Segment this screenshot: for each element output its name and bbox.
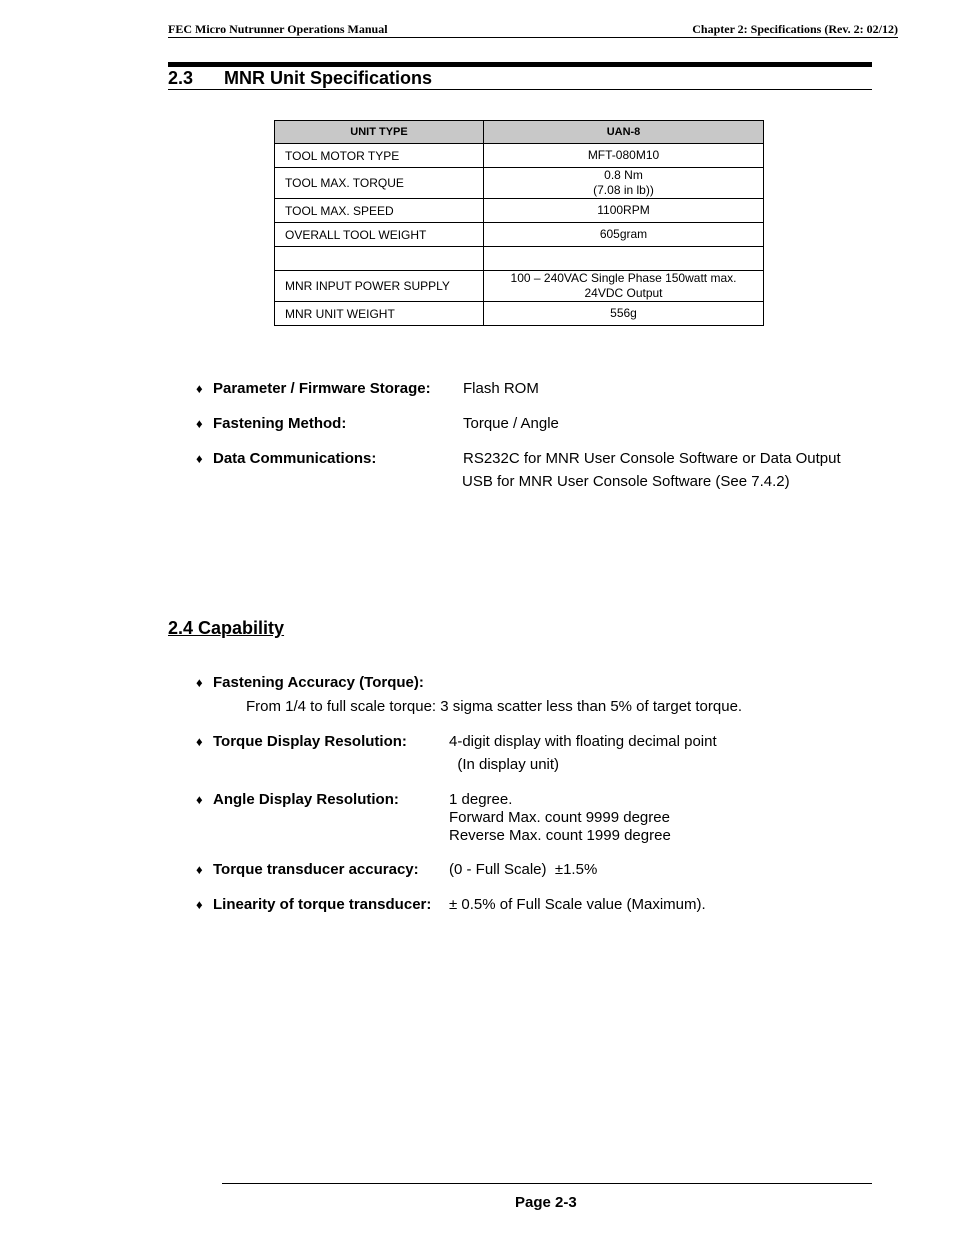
bullet-torque-display-resolution — [196, 733, 407, 750]
bullet-fastening-accuracy — [196, 674, 424, 691]
bullet-diamond-icon: ♦ — [196, 792, 203, 807]
bullet-diamond-icon: ♦ — [196, 451, 203, 466]
spec-value-line: 556g — [610, 306, 637, 320]
spec-value — [484, 168, 764, 199]
table-row — [275, 168, 764, 199]
section-rule-thin — [168, 89, 872, 90]
spec-label: TOOL MAX. SPEED — [275, 199, 484, 223]
bullet-angle-display-resolution — [196, 791, 399, 808]
bullet-label: Torque transducer accuracy: — [213, 861, 419, 878]
bullet-diamond-icon: ♦ — [196, 734, 203, 749]
spec-header-model: UAN-8 — [484, 121, 764, 144]
section-2-3-heading — [168, 68, 432, 89]
bullet-diamond-icon: ♦ — [196, 862, 203, 877]
bullet-diamond-icon: ♦ — [196, 675, 203, 690]
linearity-value: ± 0.5% of Full Scale value (Maximum). — [449, 896, 706, 913]
table-row — [275, 199, 764, 223]
table-row — [275, 271, 764, 302]
spec-table — [274, 120, 764, 326]
table-row — [275, 302, 764, 326]
page-number: Page 2-3 — [515, 1194, 577, 1211]
spec-value — [484, 247, 764, 271]
spec-value — [484, 223, 764, 247]
spec-value-line: 100 – 240VAC Single Phase 150watt max. — [510, 271, 737, 285]
spec-value-line: 24VDC Output — [584, 286, 663, 300]
table-row — [275, 144, 764, 168]
header-chapter: Chapter 2: Specifications (Rev. 2: 02/12) — [692, 22, 898, 36]
spec-label: TOOL MOTOR TYPE — [275, 144, 484, 168]
spec-label: TOOL MAX. TORQUE — [275, 168, 484, 199]
spec-value — [484, 271, 764, 302]
bullet-label: Angle Display Resolution: — [213, 791, 399, 808]
torque-transducer-accuracy-value: (0 - Full Scale) ±1.5% — [449, 861, 598, 878]
spec-value — [484, 302, 764, 326]
spec-label: OVERALL TOOL WEIGHT — [275, 223, 484, 247]
torque-display-resolution-value-2: (In display unit) — [449, 756, 560, 773]
spec-label — [275, 247, 484, 271]
spec-value-line: (7.08 in lb)) — [593, 183, 654, 197]
spec-value — [484, 144, 764, 168]
spec-value — [484, 199, 764, 223]
bullet-diamond-icon: ♦ — [196, 897, 203, 912]
spec-label: MNR INPUT POWER SUPPLY — [275, 271, 484, 302]
footer-rule — [222, 1183, 872, 1184]
spec-label: MNR UNIT WEIGHT — [275, 302, 484, 326]
fastening-accuracy-text: From 1/4 to full scale torque: 3 sigma scatter less than 5% of target torque. — [246, 698, 743, 715]
table-row — [275, 247, 764, 271]
angle-display-resolution-value-2: Forward Max. count 9999 degree — [449, 809, 670, 826]
firmware-storage-value: Flash ROM — [463, 380, 539, 397]
header-rule — [168, 37, 898, 38]
data-communications-value-1: RS232C for MNR User Console Software or Data Output — [463, 450, 841, 467]
bullet-diamond-icon: ♦ — [196, 381, 203, 396]
table-row — [275, 223, 764, 247]
spec-value-line: 1100RPM — [597, 203, 650, 217]
spec-table-header — [275, 121, 764, 144]
bullet-label: Fastening Accuracy (Torque): — [213, 674, 424, 691]
bullet-label: Torque Display Resolution: — [213, 733, 407, 750]
section-number: 2.3 — [168, 68, 194, 88]
bullet-label: Parameter / Firmware Storage: — [213, 380, 431, 397]
header-manual-title: FEC Micro Nutrunner Operations Manual — [168, 22, 388, 36]
bullet-label: Linearity of torque transducer: — [213, 896, 432, 913]
spec-value-line: MFT-080M10 — [587, 148, 660, 162]
bullet-fastening-method — [196, 415, 346, 432]
bullet-firmware-storage — [196, 380, 431, 397]
section-rule-thick — [168, 62, 872, 67]
spec-header-unit-type: UNIT TYPE — [275, 121, 484, 144]
data-communications-value-2: USB for MNR User Console Software (See 7.4.2) — [462, 473, 790, 490]
angle-display-resolution-value-1: 1 degree. — [449, 791, 513, 808]
bullet-data-communications — [196, 450, 376, 467]
spec-value-line: 0.8 Nm — [604, 168, 643, 182]
section-title: MNR Unit Specifications — [224, 68, 433, 88]
bullet-diamond-icon: ♦ — [196, 416, 203, 431]
bullet-linearity — [196, 896, 431, 913]
spec-value-line: 605gram — [599, 227, 648, 241]
torque-display-resolution-value-1: 4-digit display with floating decimal point — [449, 733, 717, 750]
section-2-4-heading: 2.4 Capability — [168, 618, 285, 638]
bullet-label: Fastening Method: — [213, 415, 347, 432]
bullet-torque-transducer-accuracy — [196, 861, 419, 878]
bullet-label: Data Communications: — [213, 450, 377, 467]
angle-display-resolution-value-3: Reverse Max. count 1999 degree — [449, 827, 671, 844]
fastening-method-value: Torque / Angle — [463, 415, 559, 432]
